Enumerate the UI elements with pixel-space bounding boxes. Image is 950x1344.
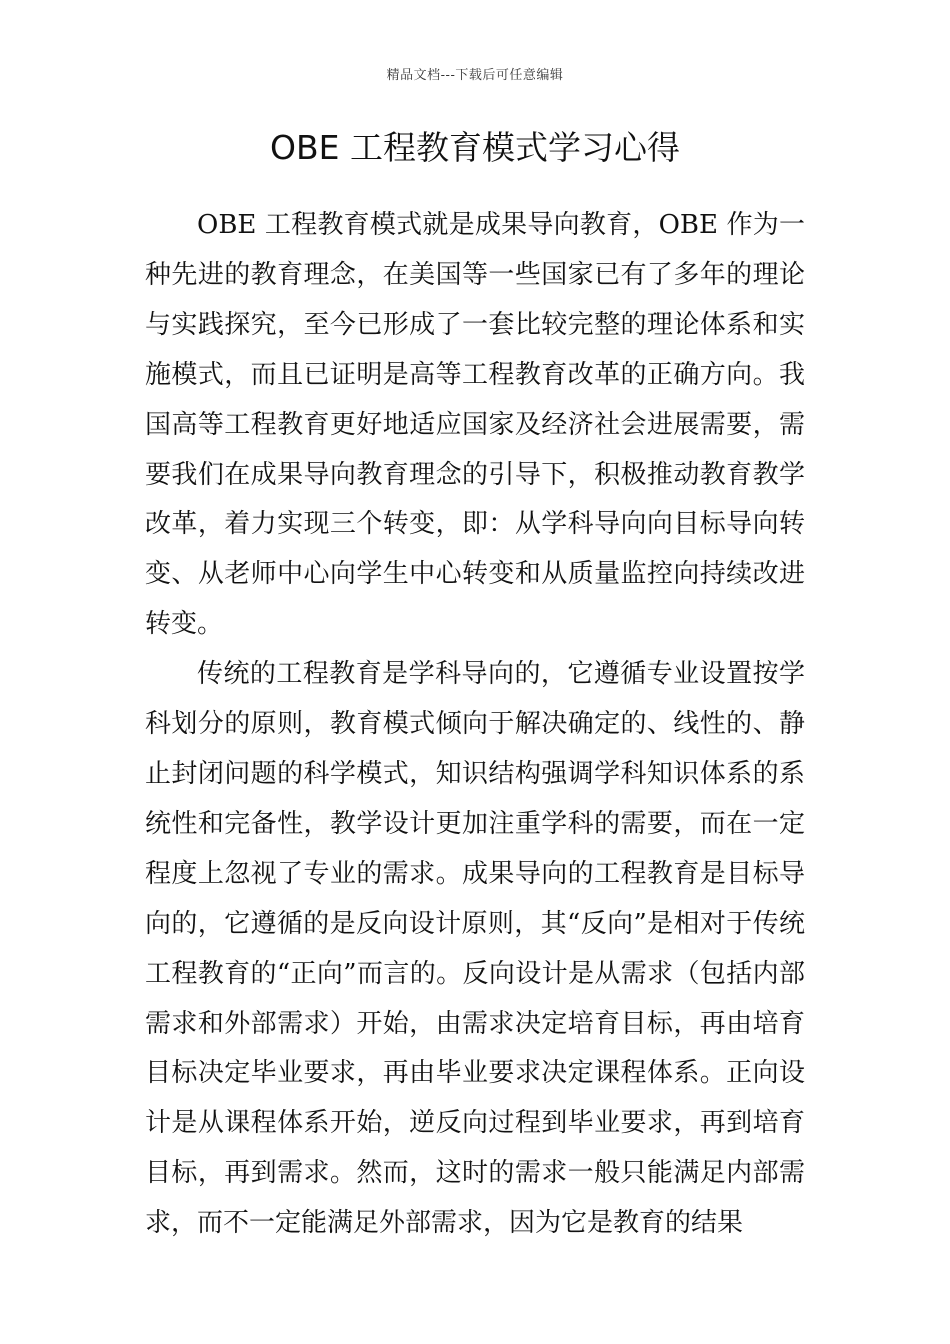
document-title: OBE 工程教育模式学习心得	[270, 128, 680, 167]
header-note: 精品文档---下载后可任意编辑	[386, 68, 564, 83]
paragraph: 传统的工程教育是学科导向的，它遵循专业设置按学科划分的原则，教育模式倾向于解决确定的、线性的、静止封闭问题的科学模式，知识结构强调学科知识体系的系统性和完备性，教学设计更加注重学科的需要，而在一定程度上忽视了专业的需求。成果导向的工程教育是目标导向的，它遵循的是反向设计原则，其“反向”是相对于传统工程教育的“正向”而言的。反向设计是从需求（包括内部需求和外部需求）开始，由需求决定培育目标，再由培育目标决定毕业要求，再由毕业要求决定课程体系。正向设计是从课程体系开始，逆反向过程到毕业要求，再到培育目标，再到需求。然而，这时的需求一般只能满足内部需求，而不一定能满足外部需求，因为它是教育的结果	[145, 659, 805, 1239]
document-body	[145, 201, 805, 1249]
paragraph: OBE 工程教育模式就是成果导向教育，OBE 作为一种先进的教育理念，在美国等一些国家已有了多年的理论与实践探究，至今已形成了一套比较完整的理论体系和实施模式，而且已证明是高等工程教育改革的正确方向。我国高等工程教育更好地适应国家及经济社会进展需要，需要我们在成果导向教育理念的引导下，积极推动教育教学改革，着力实现三个转变，即：从学科导向向目标导向转变、从老师中心向学生中心转变和从质量监控向持续改进转变。	[145, 210, 805, 640]
